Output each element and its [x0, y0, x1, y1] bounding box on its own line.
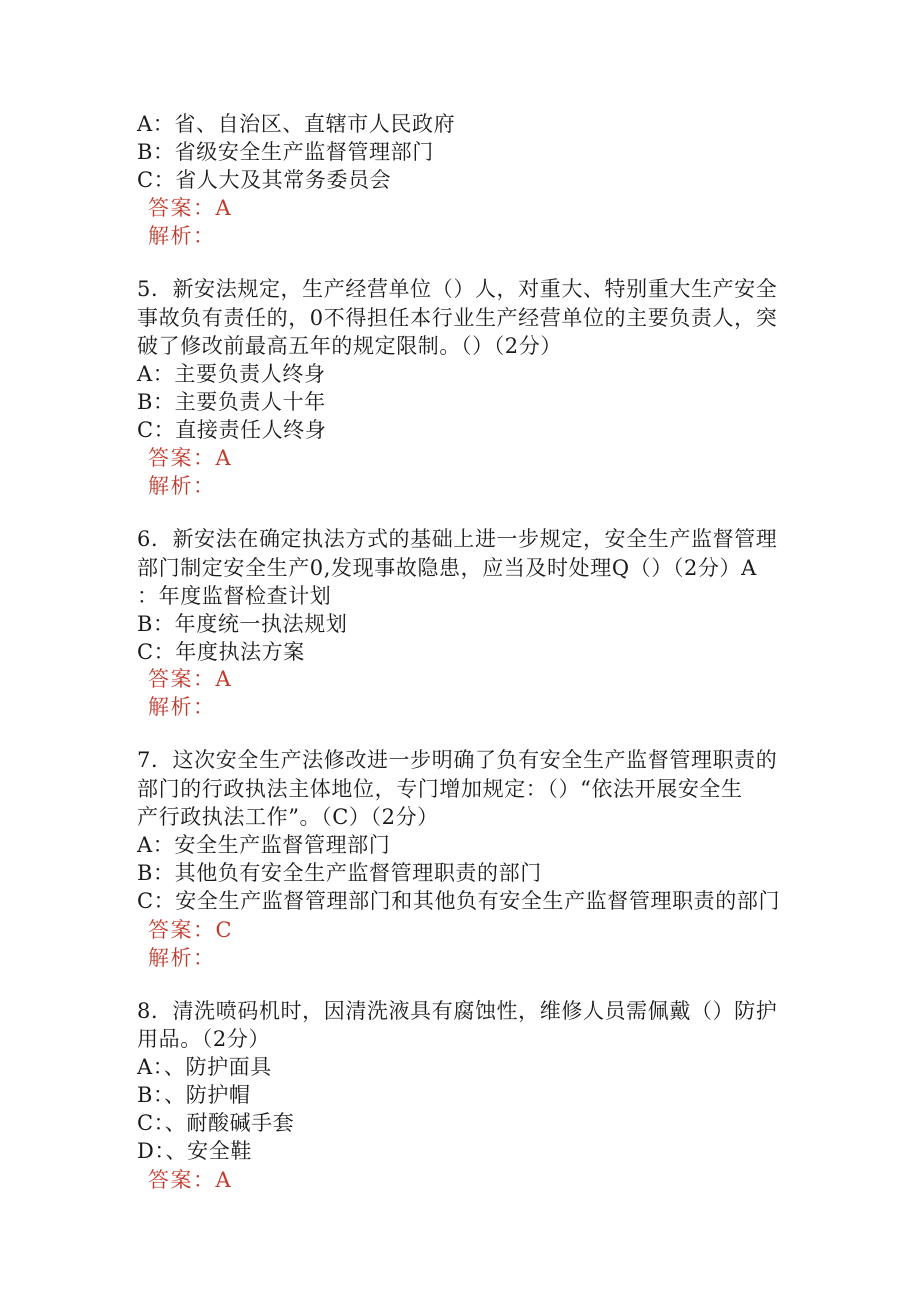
q7-option-a: A：安全生产监督管理部门: [137, 833, 391, 857]
q6-option-b: B：年度统一执法规划: [137, 612, 348, 636]
q7-stem-line-2: 部门的行政执法主体地位，专门增加规定：（）“依法开展安全生: [137, 777, 743, 801]
q5-option-b: B：主要负责人十年: [137, 390, 326, 414]
q5-analysis: 解析：: [148, 474, 216, 498]
q6-stem-line-3: ：年度监督检查计划: [137, 584, 332, 608]
q5-option-c: C：直接责任人终身: [137, 418, 327, 442]
q7-option-c: C：安全生产监督管理部门和其他负有安全生产监督管理职责的部门: [137, 889, 781, 913]
q8-option-b: B：、防护帽: [137, 1083, 251, 1107]
q8-option-c: C：、耐酸碱手套: [137, 1111, 295, 1135]
q7-stem-line-1: 7．这次安全生产法修改进一步明确了负有安全生产监督管理职责的: [137, 748, 778, 772]
q5-stem-line-2: 事故负有责任的，0不得担任本行业生产经营单位的主要负责人，突: [137, 306, 778, 330]
q7-option-b: B：其他负有安全生产监督管理职责的部门: [137, 861, 542, 885]
q6-stem-line-2: 部门制定安全生产0,发现事故隐患，应当及时处理Q（）（2分）A: [137, 556, 757, 580]
q8-stem-line-2: 用品。（2分）: [137, 1027, 271, 1051]
q5-stem-line-3: 破了修改前最高五年的规定限制。（）（2分）: [137, 334, 562, 358]
q8-option-d: D：、安全鞋: [137, 1139, 252, 1163]
q8-stem-line-1: 8．清洗喷码机时，因清洗液具有腐蚀性，维修人员需佩戴（）防护: [137, 999, 778, 1023]
q6-option-c: C：年度执法方案: [137, 640, 305, 664]
q4-option-c: C：省人大及其常务委员会: [137, 168, 392, 192]
q5-stem-line-1: 5．新安法规定，生产经营单位（）人，对重大、特别重大生产安全: [137, 277, 778, 301]
q8-option-a: A：、防护面具: [137, 1055, 272, 1079]
q6-answer: 答案：A: [148, 667, 233, 691]
q8-answer: 答案：A: [148, 1168, 233, 1192]
q4-analysis: 解析：: [148, 224, 216, 248]
q4-option-b: B：省级安全生产监督管理部门: [137, 140, 434, 164]
q7-stem-line-3: 产行政执法工作”。（C）（2分）: [137, 805, 439, 829]
q7-answer: 答案：C: [148, 918, 234, 942]
q6-analysis: 解析：: [148, 695, 216, 719]
q4-answer: 答案：A: [148, 196, 233, 220]
q7-analysis: 解析：: [148, 946, 216, 970]
q5-option-a: A：主要负责人终身: [137, 362, 326, 386]
q4-option-a: A：省、自治区、直辖市人民政府: [137, 112, 456, 136]
q6-stem-line-1: 6．新安法在确定执法方式的基础上进一步规定，安全生产监督管理: [137, 527, 778, 551]
q5-answer: 答案：A: [148, 446, 233, 470]
